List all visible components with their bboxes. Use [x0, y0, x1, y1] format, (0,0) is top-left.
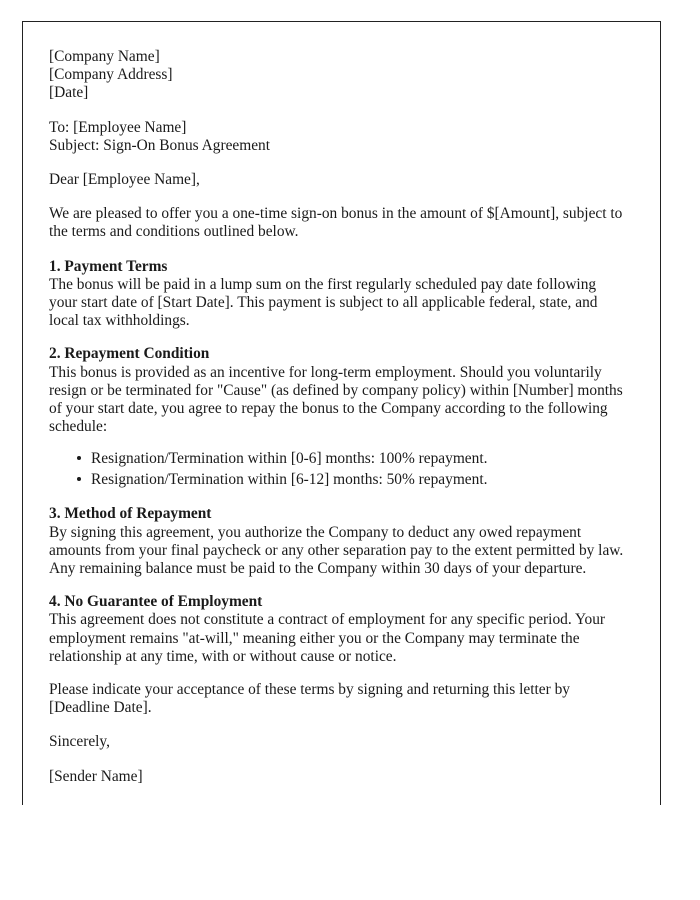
- section-heading-1: 1. Payment Terms: [49, 257, 168, 275]
- section-repayment-condition: [49, 345, 627, 490]
- closing-request-block: [49, 681, 627, 717]
- document-page: [22, 21, 661, 805]
- valediction-block: [49, 733, 627, 751]
- section-payment-terms: [49, 258, 627, 331]
- repayment-schedule-list: [49, 448, 627, 490]
- date-line: [Date]: [49, 84, 89, 102]
- company-name-line: [Company Name]: [49, 48, 160, 65]
- closing-request-paragraph: Please indicate your acceptance of these terms by signing and returning this letter by [Deadline Date].: [49, 681, 570, 717]
- section-no-guarantee-of-employment: [49, 593, 627, 666]
- bullet-label: Resignation/Termination within [0-6] months: 100% repayment.: [91, 450, 488, 468]
- intro-paragraph: We are pleased to offer you a one-time sign-on bonus in the amount of $[Amount], subject to the terms and conditions outlined below.: [49, 205, 623, 241]
- intro-paragraph-block: [49, 205, 627, 241]
- section-heading-2: 2. Repayment Condition: [49, 345, 210, 363]
- bullet-point-icon: [77, 477, 81, 481]
- sender-name-line: [Sender Name]: [49, 767, 143, 785]
- section-heading-4: 4. No Guarantee of Employment: [49, 593, 263, 611]
- section-body-3: By signing this agreement, you authorize the Company to deduct any owed repayment amounts from your final paycheck or any other separation pay to the extent permitted by law. Any remaining balance must be paid to the Company within 30 days of your departure.: [49, 523, 624, 578]
- bullet-label: Resignation/Termination within [6-12] months: 50% repayment.: [91, 471, 488, 489]
- letter-body: [49, 48, 627, 786]
- signature-block: [49, 768, 627, 786]
- addressing-block: [49, 119, 627, 155]
- section-body-1: The bonus will be paid in a lump sum on the first regularly scheduled pay date following your start date of [Start Date]. This payment is subject to all applicable federal, state, and local tax withholdings.: [49, 275, 598, 330]
- bullet-point-icon: [77, 456, 81, 460]
- salutation-line: Dear [Employee Name],: [49, 171, 200, 189]
- section-method-of-repayment: [49, 505, 627, 578]
- section-body-4: This agreement does not constitute a contract of employment for any specific period. Your employment remains "at-will," meaning either you or the Company may terminate the relationship at any time, with or without cause or notice.: [49, 611, 606, 665]
- list-item: [49, 469, 627, 490]
- salutation-block: [49, 171, 627, 189]
- letterhead-block: [49, 48, 627, 103]
- recipient-line: To: [Employee Name]: [49, 118, 187, 136]
- subject-line: Subject: Sign-On Bonus Agreement: [49, 136, 271, 154]
- section-body-2: This bonus is provided as an incentive for long-term employment. Should you voluntarily resign or be terminated for "Cause" (as defined by company policy) within [Number] months of your start date, you agree to repay the bonus to the Company according to the following schedule:: [49, 363, 623, 436]
- company-address-line: [Company Address]: [49, 66, 173, 84]
- list-item: [49, 448, 627, 469]
- valediction-line: Sincerely,: [49, 733, 110, 751]
- section-heading-3: 3. Method of Repayment: [49, 505, 212, 523]
